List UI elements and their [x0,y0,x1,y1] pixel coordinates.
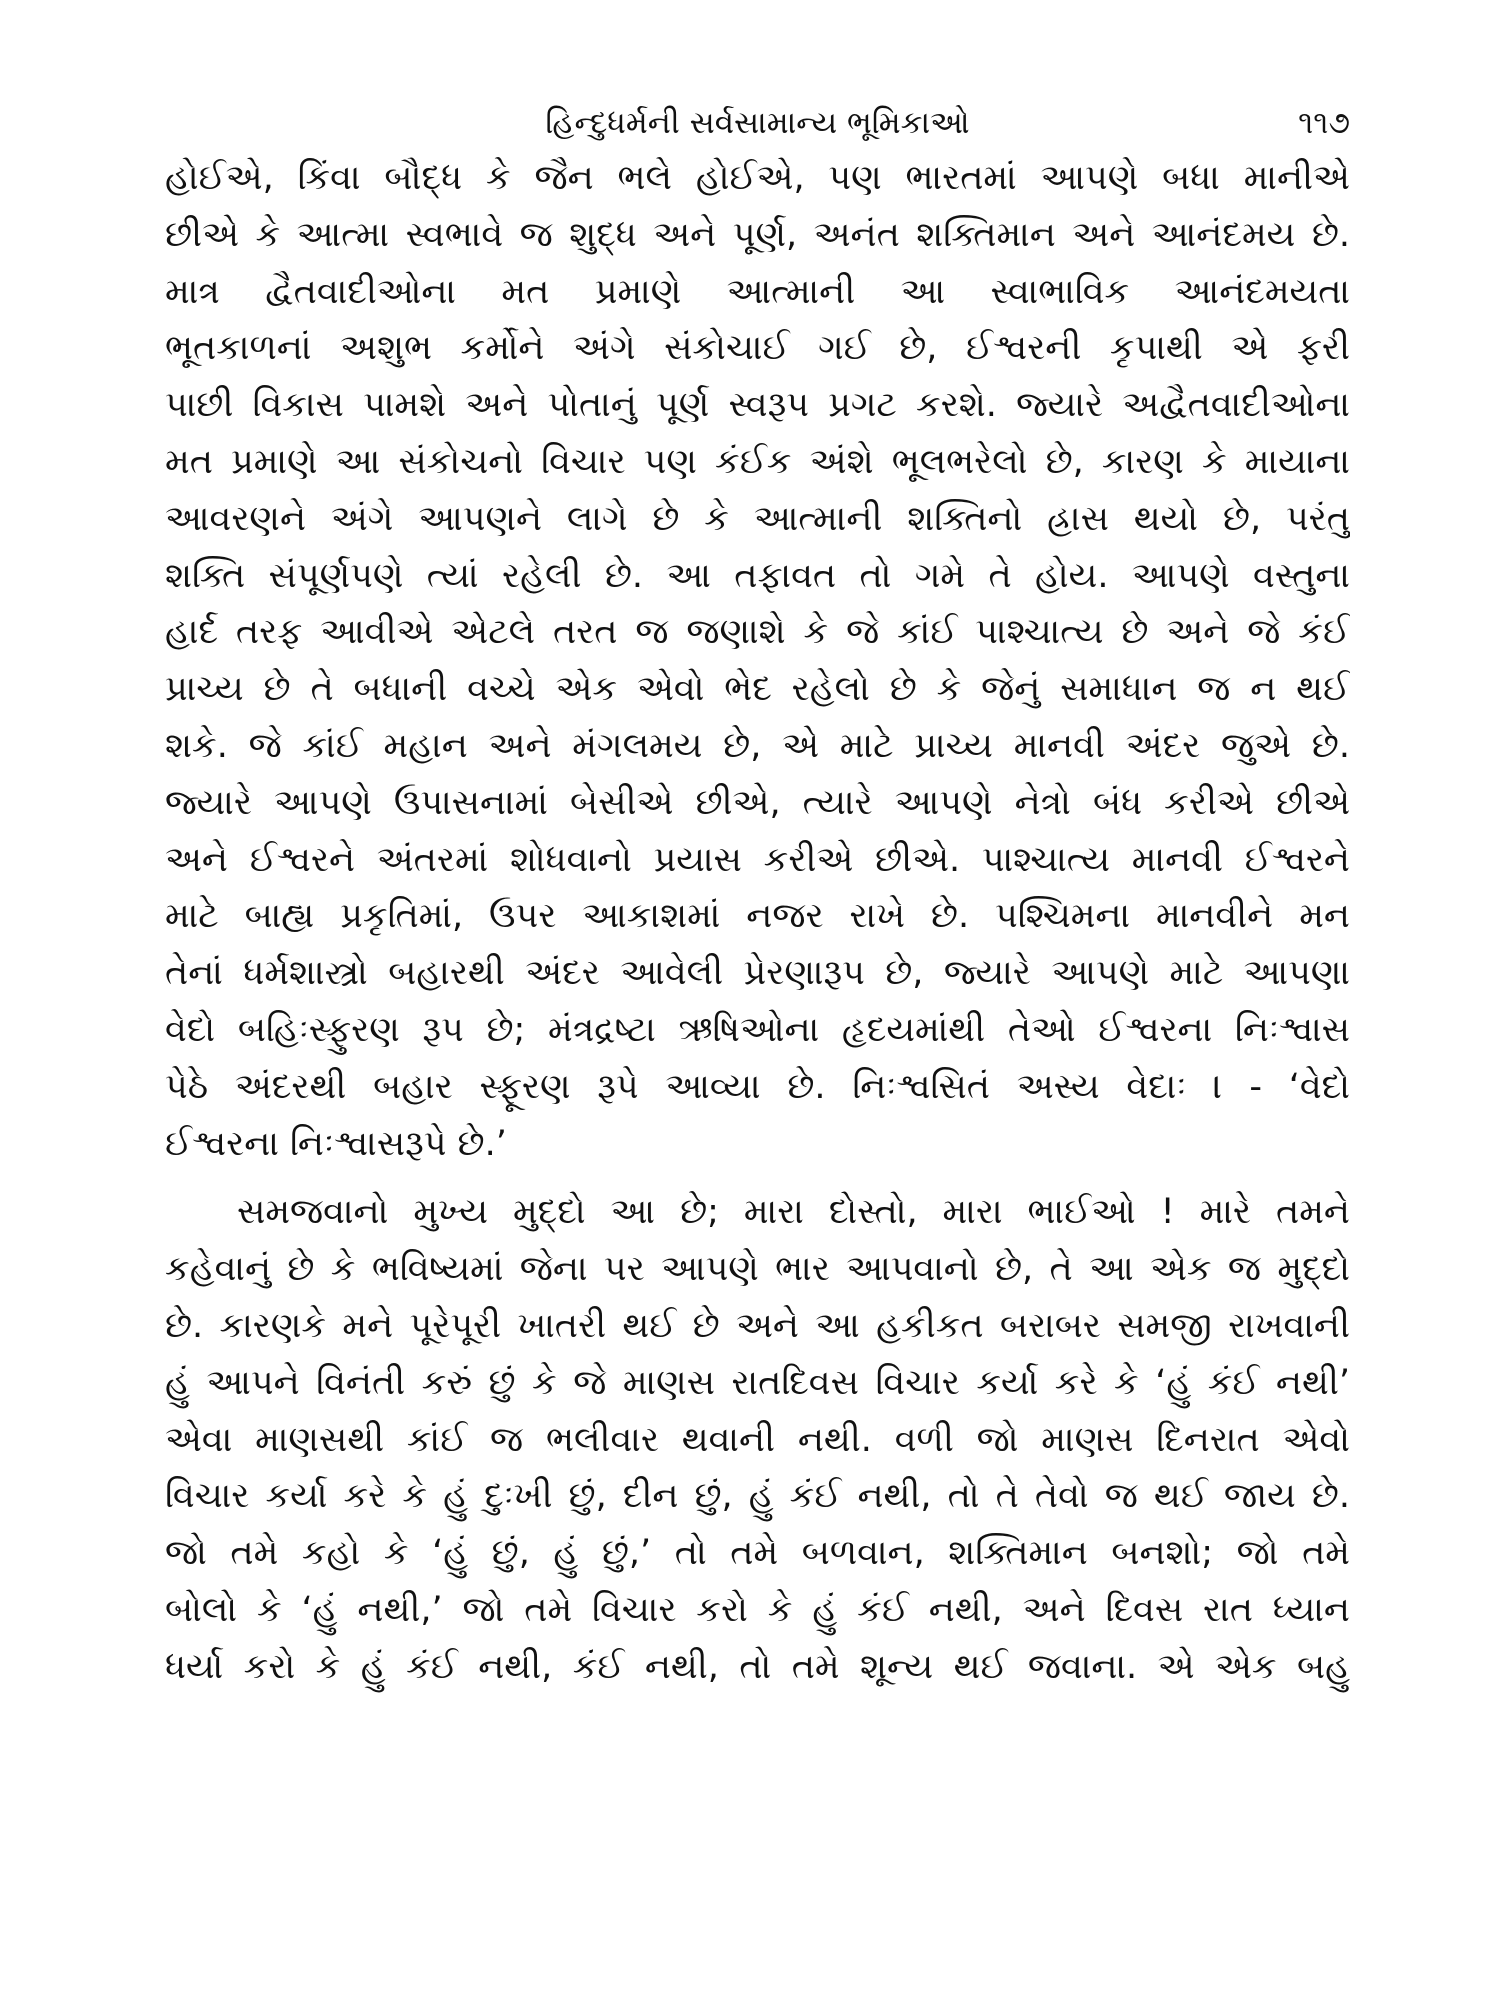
text-line: બોલો કે ‘હું નથી,’ જો તમે વિચાર કરો કે હું કંઈ નથી, અને દિવસ રાત ધ્યાન [165,1589,1350,1630]
text-line: ઈશ્વરના નિઃશ્વાસરૂપે છે.’ [165,1123,507,1164]
text-line: એવા માણસથી કાંઈ જ ભલીવાર થવાની નથી. વળી જો માણસ દિનરાત એવો [165,1419,1350,1460]
text-line: ધર્યા કરો કે હું કંઈ નથી, કંઈ નથી, તો તમે શૂન્ય થઈ જવાના. એ એક બહુ [165,1646,1350,1687]
text-line: છે. કારણકે મને પૂરેપૂરી ખાતરી થઈ છે અને આ હકીકત બરાબર સમજી રાખવાની [165,1305,1350,1346]
text-line: અને ઈશ્વરને અંતરમાં શોધવાનો પ્રયાસ કરીએ છીએ. પાશ્ચાત્ય માનવી ઈશ્વરને [165,839,1350,880]
text-line: હાર્દ તરફ આવીએ એટલે તરત જ જણાશે કે જે કાંઈ પાશ્ચાત્ય છે અને જે કંઈ [165,612,1350,653]
text-line: જો તમે કહો કે ‘હું છું, હું છું,’ તો તમે બળવાન, શક્તિમાન બનશો; જો તમે [165,1533,1350,1574]
text-line: માટે બાહ્ય પ્રકૃતિમાં, ઉપર આકાશમાં નજર રાખે છે. પશ્ચિમના માનવીને મન [165,896,1350,937]
text-line: સમજવાનો મુખ્ય મુદ્દો આ છે; મારા દોસ્તો, મારા ભાઈઓ ! મારે તમને [237,1192,1350,1233]
text-line: હું આપને વિનંતી કરું છું કે જે માણસ રાતદિવસ વિચાર કર્યા કરે કે ‘હું કંઈ નથી’ [165,1362,1350,1403]
paragraph-1 [165,150,1350,1172]
text-line: માત્ર દ્વૈતવાદીઓના મત પ્રમાણે આત્માની આ સ્વાભાવિક આનંદમયતા [165,271,1350,312]
text-line: હોઈએ, કિંવા બૌદ્ધ કે જૈન ભલે હોઈએ, પણ ભારતમાં આપણે બધા માનીએ [165,158,1350,198]
paragraph-gap [165,1172,1350,1184]
text-line: કહેવાનું છે કે ભવિષ્યમાં જેના પર આપણે ભાર આપવાનો છે, તે આ એક જ મુદ્દો [165,1249,1350,1290]
text-line: તેનાં ધર્મશાસ્ત્રો બહારથી અંદર આવેલી પ્રેરણારૂપ છે, જ્યારે આપણે માટે આપણા [165,953,1350,994]
text-line: શક્તિ સંપૂર્ણપણે ત્યાં રહેલી છે. આ તફાવત તો ગમે તે હોય. આપણે વસ્તુના [165,555,1350,596]
text-line: મત પ્રમાણે આ સંકોચનો વિચાર પણ કંઈક અંશે ભૂલભરેલો છે, કારણ કે માયાના [165,441,1350,482]
text-line: છીએ કે આત્મા સ્વભાવે જ શુદ્ધ અને પૂર્ણ, અનંત શક્તિમાન અને આનંદમય છે. [165,214,1350,255]
text-line: વેદો બહિઃસ્ફુરણ રૂપ છે; મંત્રદ્રષ્ટા ઋષિઓના હૃદયમાંથી તેઓ ઈશ્વરના નિઃશ્વાસ [165,1009,1350,1050]
body-text [165,150,1350,1696]
text-line: શકે. જે કાંઈ મહાન અને મંગલમય છે, એ માટે પ્રાચ્ય માનવી અંદર જુએ છે. [165,725,1350,766]
text-line: આવરણને અંગે આપણને લાગે છે કે આત્માની શક્તિનો હ્રાસ થયો છે, પરંતુ [165,498,1350,539]
page-number: ૧૧૭ [1298,105,1350,141]
text-line: જ્યારે આપણે ઉપાસનામાં બેસીએ છીએ, ત્યારે આપણે નેત્રો બંધ કરીએ છીએ [165,782,1350,823]
text-line: ભૂતકાળનાં અશુભ કર્મોને અંગે સંકોચાઈ ગઈ છે, ઈશ્વરની કૃપાથી એ ફરી [165,328,1350,369]
running-header [165,98,1350,148]
text-line: વિચાર કર્યા કરે કે હું દુઃખી છું, દીન છું, હું કંઈ નથી, તો તે તેવો જ થઈ જાય છે. [165,1476,1350,1517]
running-title: હિન્દુધર્મની સર્વસામાન્ય ભૂમિકાઓ [545,105,970,141]
text-line: પેઠે અંદરથી બહાર સ્ફૂરણ રૂપે આવ્યા છે. નિઃશ્વસિતં અસ્ય વેદાઃ । - ‘વેદો [165,1066,1350,1107]
text-line: પ્રાચ્ય છે તે બધાની વચ્ચે એક એવો ભેદ રહેલો છે કે જેનું સમાધાન જ ન થઈ [165,669,1350,710]
paragraph-2 [165,1184,1350,1695]
text-line: પાછી વિકાસ પામશે અને પોતાનું પૂર્ણ સ્વરૂપ પ્રગટ કરશે. જ્યારે અદ્વૈતવાદીઓના [165,385,1350,426]
